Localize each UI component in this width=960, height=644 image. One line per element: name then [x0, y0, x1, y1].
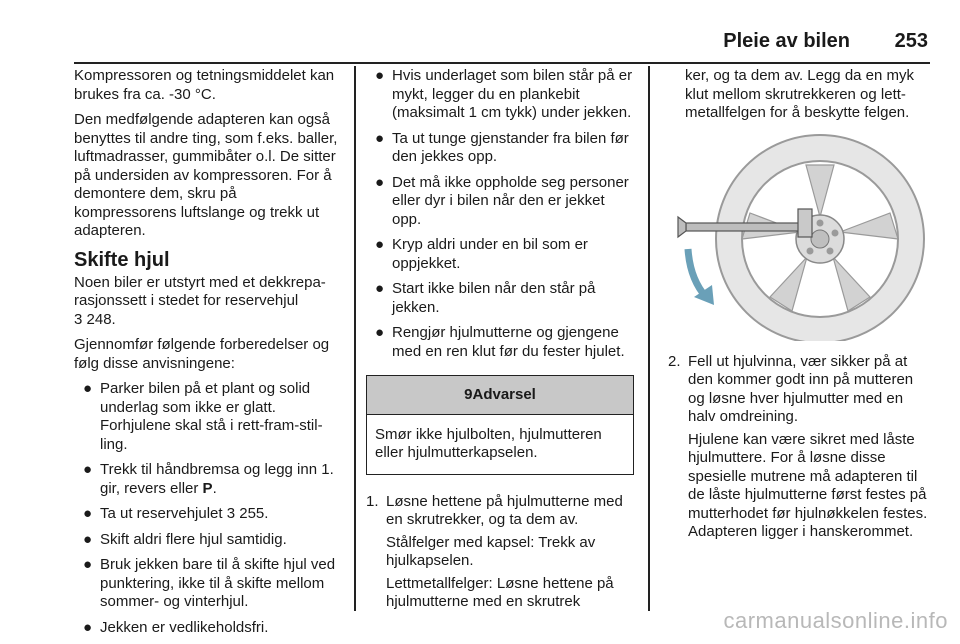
list-item — [366, 130, 634, 167]
bullet-icon: ● — [83, 618, 93, 636]
bullet-icon: ● — [375, 67, 385, 84]
bullet-icon: ● — [83, 530, 93, 548]
column-1 — [74, 67, 342, 644]
list-item — [74, 556, 342, 612]
list-item-text: Ta ut reservehjulet 3 255. — [100, 505, 269, 522]
list-item-text: Rengjør hjulmutterne og gjengene med en ren klut før du fester hjulet. — [392, 324, 625, 360]
list-item-text: Start ikke bilen når den står på jekken. — [392, 280, 596, 316]
list-item — [74, 461, 342, 498]
list-item-text: Trekk til håndbremsa og legg inn 1. gir, revers eller — [100, 461, 334, 497]
list-item — [74, 505, 342, 524]
list-item — [366, 236, 634, 273]
list-item — [366, 324, 634, 361]
warning-title: Advarsel — [472, 386, 536, 403]
list-item-text: . — [212, 479, 217, 497]
step-number: 1. — [366, 492, 379, 510]
list-item — [366, 280, 634, 317]
paragraph: Gjennomfør følgende forberedelser og følg disse anvisningene: — [74, 336, 330, 372]
list-item-text: Bruk jekken bare til å skifte hjul ved punktering, ikke til å skifte mellom sommer- og vinterhjul. — [100, 556, 336, 610]
bullet-icon: ● — [83, 380, 93, 397]
gear-label: P — [202, 479, 213, 497]
wheel-wrench-illustration — [668, 129, 930, 341]
header-divider — [74, 62, 930, 64]
paragraph: Hjulene kan være sikret med låste hjulmuttere. For å løsne disse spesielle mutrene må adapteren til de låste hjulmutterne først festes på mutterhodet før hjulnøkkelen festes. Adapteren ligger i hanskerommet. — [688, 430, 928, 540]
list-item-text: Ta ut tunge gjenstander fra bilen før den jekkes opp. — [392, 129, 629, 165]
warning-box — [366, 375, 634, 475]
list-item-text: Det må ikke oppholde seg personer eller dyr i bilen når den er jekket opp. — [392, 173, 629, 228]
list-item — [366, 174, 634, 230]
bullet-icon: ● — [375, 280, 385, 297]
section-heading: Skifte hjul — [74, 248, 170, 271]
warning-triangle-icon: 9 — [464, 386, 473, 403]
list-item — [74, 619, 342, 638]
step-1 — [366, 493, 634, 530]
column-divider-2 — [648, 66, 650, 611]
warning-body: Smør ikke hjulbolten, hjulmutteren eller hjulmutterkapselen. — [375, 425, 602, 461]
paragraph: Lettmetallfelger: Løsne hettene på hjulmutterne med en skrutrek — [386, 574, 614, 610]
list-item — [366, 67, 634, 123]
step-number: 2. — [668, 352, 681, 370]
list-item — [74, 380, 342, 454]
paragraph — [74, 274, 342, 330]
bullet-icon: ● — [375, 129, 385, 147]
bullet-icon: ● — [375, 173, 385, 191]
bullet-icon: ● — [375, 324, 385, 341]
column-3 — [668, 67, 930, 546]
step-text: Fell ut hjulvinna, vær sikker på at den kommer godt inn på mutteren og løsne hver hjulmutter med en halv omdreining. — [688, 352, 914, 425]
column-2 — [366, 67, 634, 616]
intro-text: Noen biler er utstyrt med et dekkreparasjonssett i stedet for reservehjul — [74, 273, 326, 309]
step-2 — [668, 353, 930, 427]
bullet-icon: ● — [375, 236, 385, 253]
wheel-illustration-svg — [668, 129, 930, 341]
bullet-icon: ● — [83, 461, 93, 478]
column-divider-1 — [354, 66, 356, 611]
page-reference-link[interactable]: 3 248. — [74, 310, 116, 328]
list-item-text: Skift aldri flere hjul samtidig. — [100, 530, 287, 548]
page-number: 253 — [894, 30, 928, 52]
bullet-icon: ● — [83, 556, 93, 573]
bullet-icon: ● — [83, 505, 93, 522]
list-item-text: Hvis underlaget som bilen står på er mykt, legger du en plankebit (maksimalt 1 cm tykk) under jekken. — [392, 67, 633, 121]
list-item-text: Jekken er vedlikeholdsfri. — [100, 618, 269, 636]
list-item-text: Parker bilen på et plant og solid underlag som ikke er glatt. Forhjulene skal stå i rett-fram-stilling. — [100, 380, 323, 453]
paragraph: ker, og ta dem av. Legg da en myk klut mellom skrutrekkeren og lettmetallfelgen for å beskytte felgen. — [685, 67, 915, 121]
warning-header — [367, 376, 633, 415]
paragraph: Den medfølgende adapteren kan også benyttes til andre ting, som f.eks. baller, luftmadrasser, gummibåter o.l. De sitter på undersiden av kompressoren. For å demontere dem, skru på kompressorens luftslange og trekk ut adapteren. — [74, 111, 338, 239]
chapter-title: Pleie av bilen — [723, 30, 850, 52]
step-text: Løsne hettene på hjulmutterne med en skrutrekker, og ta dem av. — [386, 492, 623, 528]
list-item — [74, 531, 342, 550]
paragraph: Kompressoren og tetningsmiddelet kan brukes fra ca. -30 °C. — [74, 67, 335, 103]
list-item-text: Kryp aldri under en bil som er oppjekket. — [392, 236, 588, 272]
watermark: carmanualsonline.info — [723, 608, 948, 633]
paragraph: Stålfelger med kapsel: Trekk av hjulkapselen. — [386, 533, 596, 569]
